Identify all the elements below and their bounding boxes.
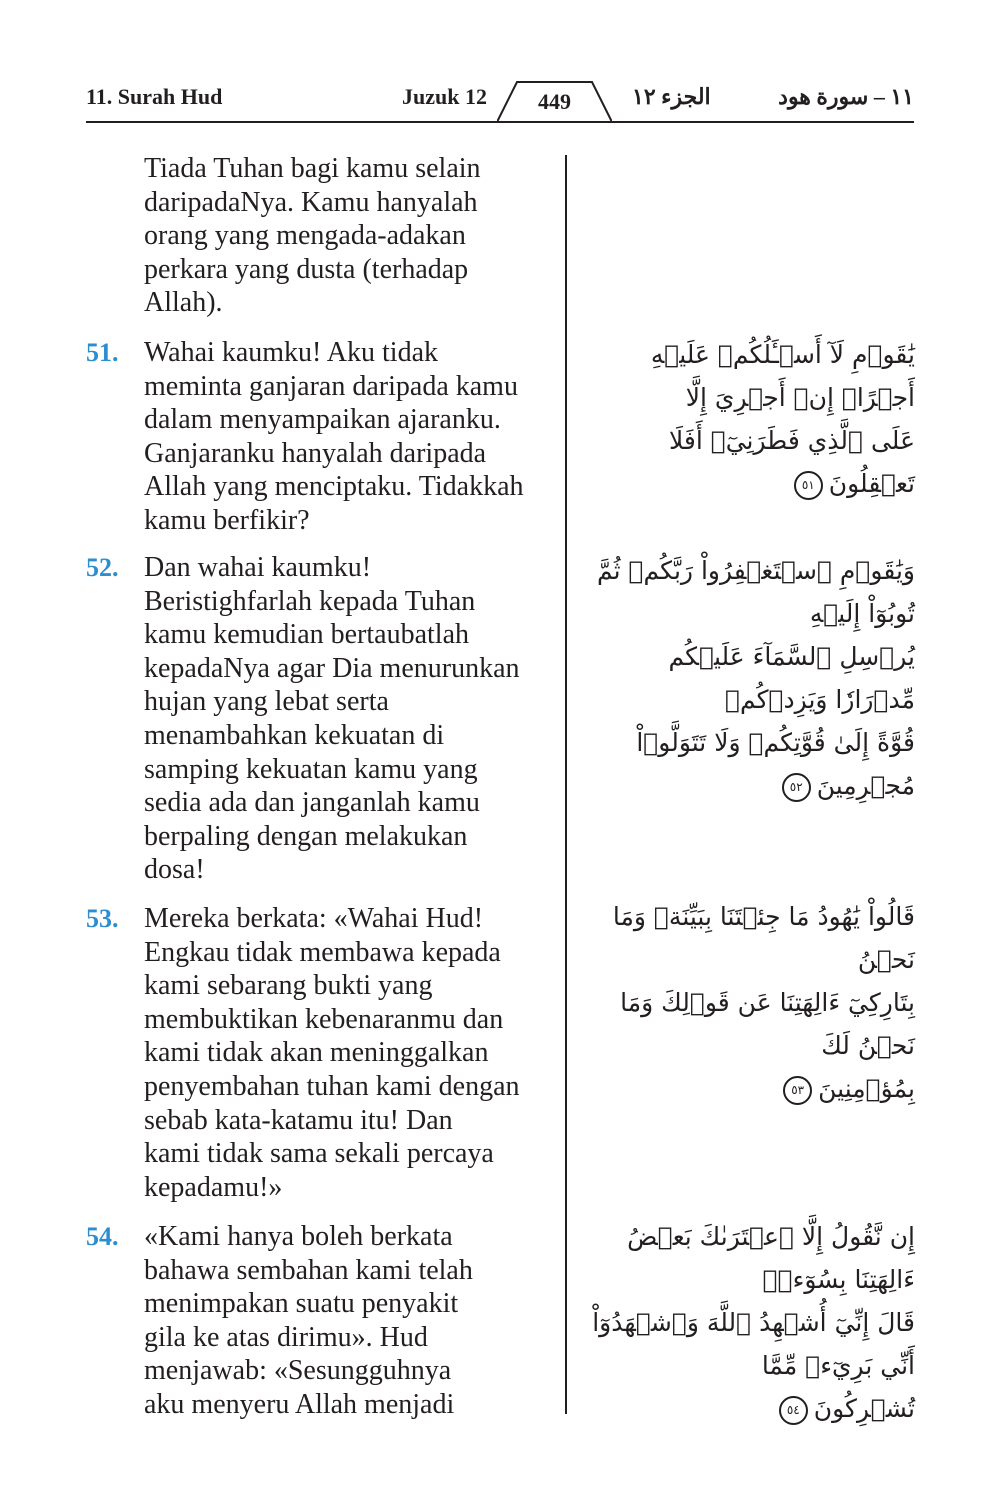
column-divider [565,155,567,1414]
verse-translation: Dan wahai kaumku! Beristighfarlah kepada Tuhan kamu kemudian bertaubatlah kepadaNya agar Dia menurunkan hujan yang lebat serta menambahkan kekuatan di samping kekuatan kamu yang sedia ada dan janganlah kamu berpaling dengan melakukan dosa! [144,552,520,886]
header-juz-arabic: الجزء ١٢ [632,84,711,109]
arabic-text: إِن نَّقُولُ إِلَّا ٱعۡتَرَىٰكَ بَعۡضُ ءَالِهَتِنَا بِسُوٓءٖۗ قَالَ إِنِّيٓ أُشۡهِدُ ٱللَّهَ وَٱشۡهَدُوٓاْ أَنِّي بَرِيٓءٞ مِّمَّا تُشۡرِكُونَ [592,1222,915,1423]
verse-number: 51. [86,338,119,367]
verse-54-arabic [585,1215,915,1430]
arabic-text: يَٰقَوۡمِ لَآ أَسۡـَٔلُكُمۡ عَلَيۡهِ أَجۡرًاۖ إِنۡ أَجۡرِيَ إِلَّا عَلَى ٱلَّذِي فَطَرَنِيٓۚ أَفَلَا تَعۡقِلُونَ [650,340,915,498]
header-surah-name: 11. Surah Hud [86,84,223,109]
verse-number: 52. [86,553,119,582]
verse-end-marker: ٥١ [794,471,823,500]
verse-end-marker: ٥٢ [782,773,811,802]
verse-51-arabic [585,333,915,505]
verse-number: 54. [86,1222,119,1251]
page-number: 449 [538,89,571,114]
verse-translation: Mereka berkata: «Wahai Hud! Engkau tidak membawa kepada kami sebarang bukti yang membuktikan kebenaranmu dan kami tidak akan meninggalkan penyembahan tuhan kami dengan sebab kata-katamu itu! Dan kami tidak sama sekali percaya kepadamu!» [144,903,520,1203]
header-divider [86,121,914,123]
verse-translation: Wahai kaumku! Aku tidak meminta ganjaran daripada kamu dalam menyampaikan ajaranku. Ganjaranku hanyalah daripada Allah yang menciptaku. Tidakkah kamu berfikir? [144,337,524,536]
arabic-text: قَالُواْ يَٰهُودُ مَا جِئۡتَنَا بِبَيِّنَةٖ وَمَا نَحۡنُ بِتَارِكِيٓ ءَالِهَتِنَا عَن قَوۡلِكَ وَمَا نَحۡنُ لَكَ بِمُؤۡمِنِينَ [612,902,915,1103]
header-surah-arabic: ١١ – سورة هود [778,84,914,109]
verse-52-arabic [585,549,915,807]
verse-number: 53. [86,904,119,933]
header-juzuk: Juzuk 12 [402,84,487,109]
verse-end-marker: ٥٣ [783,1076,812,1105]
arabic-text: وَيَٰقَوۡمِ ٱسۡتَغۡفِرُواْ رَبَّكُمۡ ثُمَّ تُوبُوٓاْ إِلَيۡهِ يُرۡسِلِ ٱلسَّمَآءَ عَلَيۡكُم مِّدۡرَارٗا وَيَزِدۡكُمۡ قُوَّةً إِلَىٰ قُوَّتِكُمۡ وَلَا تَتَوَلَّوۡاْ مُجۡرِمِينَ [596,556,915,800]
verse-53-arabic [585,895,915,1110]
verse-translation: «Kami hanya boleh berkata bahawa sembahan kami telah menimpakan suatu penyakit gila ke atas dirimu». Hud menjawab: «Sesungguhnya aku menyeru Allah menjadi [144,1221,473,1420]
continued-translation: Tiada Tuhan bagi kamu selain daripadaNya. Kamu hanyalah orang yang mengada-adakan perkara yang dusta (terhadap Allah). [144,153,481,319]
verse-end-marker: ٥٤ [779,1396,808,1425]
